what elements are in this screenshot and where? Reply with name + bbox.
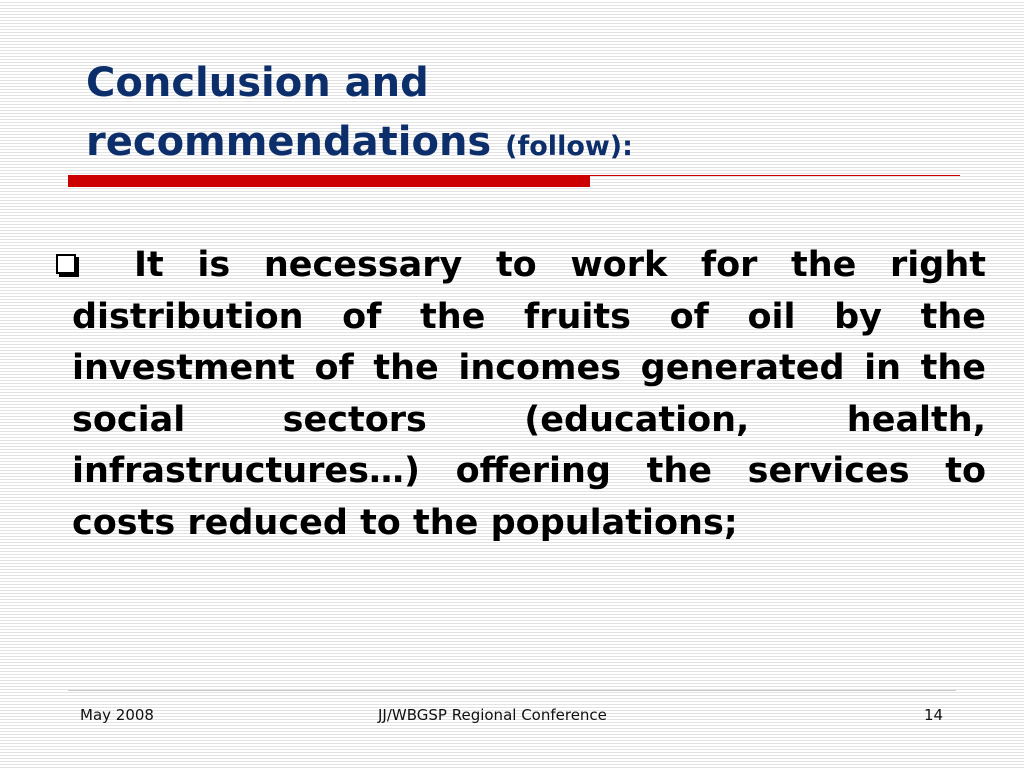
title-underline-accent <box>68 175 590 187</box>
title-line-1: Conclusion and <box>86 60 429 106</box>
footer-conference: JJ/WBGSP Regional Conference <box>378 706 607 724</box>
title-suffix: (follow): <box>505 131 633 162</box>
footer-date: May 2008 <box>80 706 154 724</box>
bullet-text: It is necessary to work for the right distribution of the fruits of oil by the investment of the incomes generated in the social sectors (education, health, infrastructures…) offering the services to costs reduced to the populations; <box>72 245 986 543</box>
footer-divider <box>68 690 956 691</box>
title-line-2: recommendations <box>86 119 492 165</box>
bullet-item <box>44 240 986 549</box>
hollow-square-bullet-icon <box>56 254 76 274</box>
slide-title <box>86 54 946 176</box>
footer-page-number: 14 <box>924 706 944 724</box>
title-underline-thin <box>590 175 960 176</box>
